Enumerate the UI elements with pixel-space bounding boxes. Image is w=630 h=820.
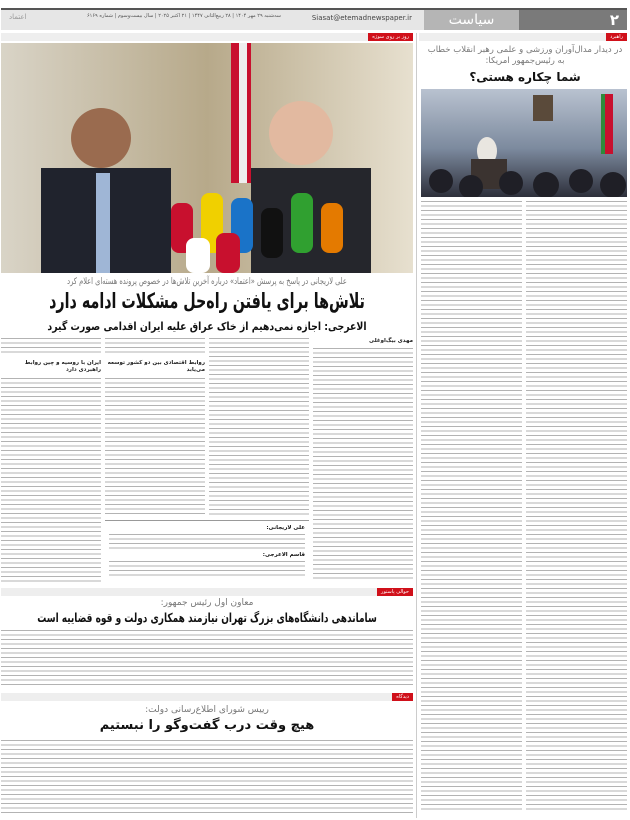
vp-text <box>2 630 414 688</box>
section-label-pasteur: حوالی پاستور <box>378 588 414 596</box>
vp-headline: ساماندهی دانشگاه‌های بزرگ تهران نیازمند همکاری دولت و قوه قضاییه است <box>38 610 378 625</box>
quote-item-aaraji: قاسم الاعرجی: <box>263 552 306 558</box>
main-text-col-4b <box>2 378 102 582</box>
page-header <box>2 8 628 30</box>
section-label-strategy: راهبرد <box>607 33 628 41</box>
leader-text-col-1 <box>527 201 628 813</box>
leader-kicker: در دیدار مدال‌آوران ورزشی و علمی رهبر انقلاب خطاب به رئیس‌جمهور امریکا: <box>428 45 624 66</box>
photo-illustration <box>422 89 628 197</box>
main-kicker: علی لاریجانی در پاسخ به پرسش «اعتماد» درباره آخرین تلاش‌ها در خصوص پرونده هسته‌ای اعلام کرد <box>68 277 348 287</box>
section-label-main: روز بر روی سوژه <box>369 33 414 41</box>
info-text <box>2 740 414 815</box>
subhead-strategic: ایران با روسیه و چین روابط راهبردی دارد <box>2 360 102 374</box>
section-email: Siasat@etemadnewspaper.ir <box>312 14 413 22</box>
leader-headline: شما چکاره هستی؟ <box>470 70 582 84</box>
main-text-col-4a <box>2 338 102 356</box>
vp-kicker: معاون اول رئیس جمهور: <box>161 598 255 608</box>
main-subheadline: الاعرجی: اجازه نمی‌دهیم از خاک عراق علیه ایران اقدامی صورت گیرد <box>48 320 368 333</box>
main-text-col-3a <box>106 338 206 356</box>
newspaper-logo: اعتماد <box>10 13 28 21</box>
photo-illustration <box>2 43 414 273</box>
main-text-col-3b <box>106 378 206 516</box>
main-text-col-2 <box>210 338 310 516</box>
quote-box <box>106 520 310 580</box>
subhead-economic: روابط اقتصادی بین دو کشور توسعه می‌یابد <box>106 360 206 374</box>
label-bar-middle <box>2 588 414 596</box>
label-bar-main <box>2 33 414 41</box>
quote-item-larijani: علی لاریجانی: <box>267 525 306 531</box>
quote-text-1 <box>110 534 306 549</box>
column-divider <box>417 33 418 818</box>
info-headline: هیچ وقت درب گفت‌وگو را نبستیم <box>100 718 316 733</box>
byline: مهدی بیگ‌اوغلی <box>370 338 414 344</box>
leader-text-col-2 <box>422 201 523 813</box>
label-bar-bottom <box>2 693 414 701</box>
quote-text-2 <box>110 561 306 577</box>
main-photo <box>2 43 414 273</box>
section-label-viewpoint: دیدگاه <box>393 693 414 701</box>
leader-photo <box>422 89 628 197</box>
issue-date: سه‌شنبه ۲۹ مهر ۱۴۰۴ | ۲۸ ربیع‌الثانی ۱۴۴۷ | ۲۱ اکتبر ۲۰۲۵ | سال بیست‌وسوم | شماره ۶۱۶۹ <box>87 13 282 19</box>
page-number: ۲ <box>520 10 628 30</box>
main-headline: تلاش‌ها برای یافتن راه‌حل مشکلات ادامه دارد <box>50 289 366 313</box>
section-title: سیاست <box>425 10 520 30</box>
info-kicker: رییس شورای اطلاع‌رسانی دولت: <box>146 705 270 715</box>
main-text-col-1 <box>314 348 414 581</box>
label-bar-right <box>420 33 628 41</box>
